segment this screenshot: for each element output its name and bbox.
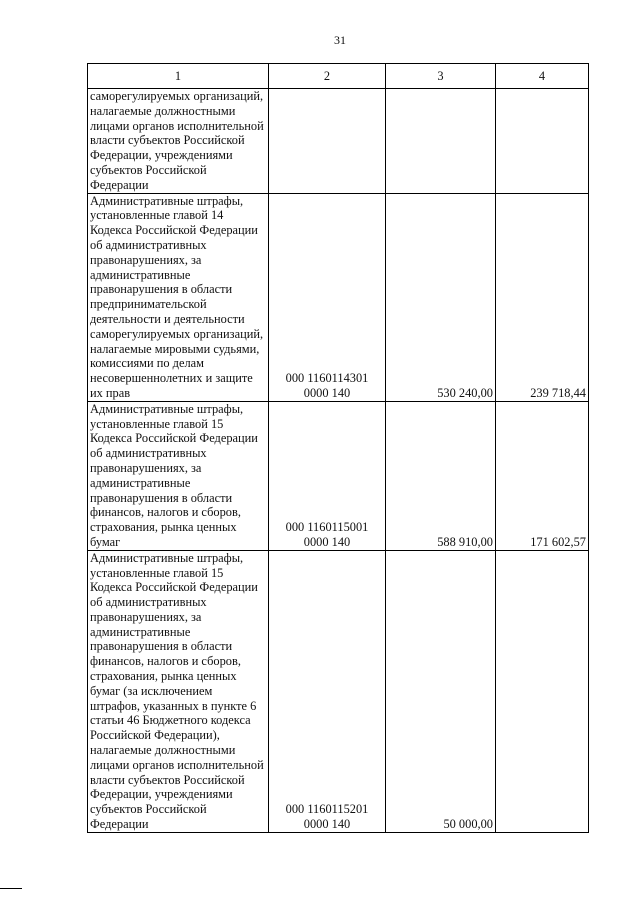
cell-amount-4: 171 602,57 [496, 401, 589, 550]
cell-name [88, 89, 269, 194]
name-line: установленные главой 15 [90, 416, 224, 431]
table-row [88, 550, 589, 832]
header-col-2: 2 [269, 64, 386, 89]
cell-code [269, 89, 386, 194]
header-col-1: 1 [88, 64, 269, 89]
cell-amount-4: 239 718,44 [496, 193, 589, 401]
name-line: налагаемые должностными [90, 743, 236, 758]
name-line: Кодекса Российской Федерации [90, 223, 258, 238]
name-line: их прав [90, 385, 131, 400]
name-line: бумаг [90, 534, 121, 549]
code-line: 000 1160115001 [285, 520, 369, 535]
name-line: предпринимательской [90, 297, 207, 312]
name-line: правонарушения в области [90, 639, 233, 654]
code-line: 0000 140 [303, 385, 351, 400]
table-row [88, 89, 589, 194]
cell-amount-4 [496, 550, 589, 832]
name-line: саморегулируемых организаций, [90, 89, 264, 103]
name-line: установленные главой 15 [90, 565, 224, 580]
cell-amount-3 [386, 89, 496, 194]
cell-name [88, 550, 269, 832]
name-line: финансов, налогов и сборов, [90, 654, 241, 669]
name-line: штрафов, указанных в пункте 6 [90, 698, 257, 713]
name-line: Административные штрафы, [90, 193, 244, 208]
name-line: об административных [90, 446, 207, 461]
name-line: Кодекса Российской Федерации [90, 580, 258, 595]
name-line: Федерации, учреждениями [90, 787, 233, 802]
name-line: субъектов Российской [90, 802, 207, 817]
name-line: установленные главой 14 [90, 208, 224, 223]
name-line: лицами органов исполнительной [90, 757, 264, 772]
name-line: налагаемые мировыми судьями, [90, 341, 260, 356]
name-line: финансов, налогов и сборов, [90, 505, 241, 520]
name-line: саморегулируемых организаций, [90, 326, 264, 341]
cell-amount-4 [496, 89, 589, 194]
name-line: власти субъектов Российской [90, 772, 245, 787]
name-line: страхования, рынка ценных [90, 669, 237, 684]
code-line: 0000 140 [303, 817, 351, 832]
cell-amount-3: 50 000,00 [386, 550, 496, 832]
name-line: правонарушениях, за [90, 252, 202, 267]
name-line: правонарушения в области [90, 282, 233, 297]
name-line: власти субъектов Российской [90, 133, 245, 148]
name-line: Административные штрафы, [90, 550, 244, 565]
name-line: Федерации, учреждениями [90, 148, 233, 163]
cell-amount-3: 530 240,00 [386, 193, 496, 401]
cell-code [269, 550, 386, 832]
name-line: правонарушениях, за [90, 609, 202, 624]
name-line: административные [90, 624, 191, 639]
name-line: об административных [90, 595, 207, 610]
table-row [88, 193, 589, 401]
code-line: 000 1160115201 [285, 802, 369, 817]
page-number: 31 [334, 33, 346, 47]
cell-code [269, 193, 386, 401]
name-line: Российской Федерации), [90, 728, 220, 743]
budget-table [87, 63, 589, 833]
cell-name [88, 401, 269, 550]
name-line: лицами органов исполнительной [90, 118, 264, 133]
cell-name [88, 193, 269, 401]
name-line: налагаемые должностными [90, 103, 236, 118]
name-line: статьи 46 Бюджетного кодекса [90, 713, 251, 728]
name-line: Административные штрафы, [90, 401, 244, 416]
name-line: страхования, рынка ценных [90, 520, 237, 535]
table-header-row [88, 64, 589, 89]
name-line: административные [90, 267, 191, 282]
footnote-rule [0, 888, 22, 889]
code-line: 0000 140 [303, 534, 351, 549]
name-line: бумаг (за исключением [90, 683, 213, 698]
name-line: правонарушения в области [90, 490, 233, 505]
header-col-3: 3 [386, 64, 496, 89]
code-line: 000 1160114301 [285, 371, 369, 386]
name-line: субъектов Российской [90, 162, 207, 177]
name-line: деятельности и деятельности [90, 311, 245, 326]
name-line: административные [90, 475, 191, 490]
name-line: Федерации [90, 817, 149, 832]
name-line: комиссиями по делам [90, 356, 204, 371]
name-line: несовершеннолетних и защите [90, 371, 253, 386]
table-row [88, 401, 589, 550]
name-line: Федерации [90, 177, 149, 192]
cell-amount-3: 588 910,00 [386, 401, 496, 550]
name-line: Кодекса Российской Федерации [90, 431, 258, 446]
header-col-4: 4 [496, 64, 589, 89]
name-line: об административных [90, 237, 207, 252]
name-line: правонарушениях, за [90, 460, 202, 475]
cell-code [269, 401, 386, 550]
